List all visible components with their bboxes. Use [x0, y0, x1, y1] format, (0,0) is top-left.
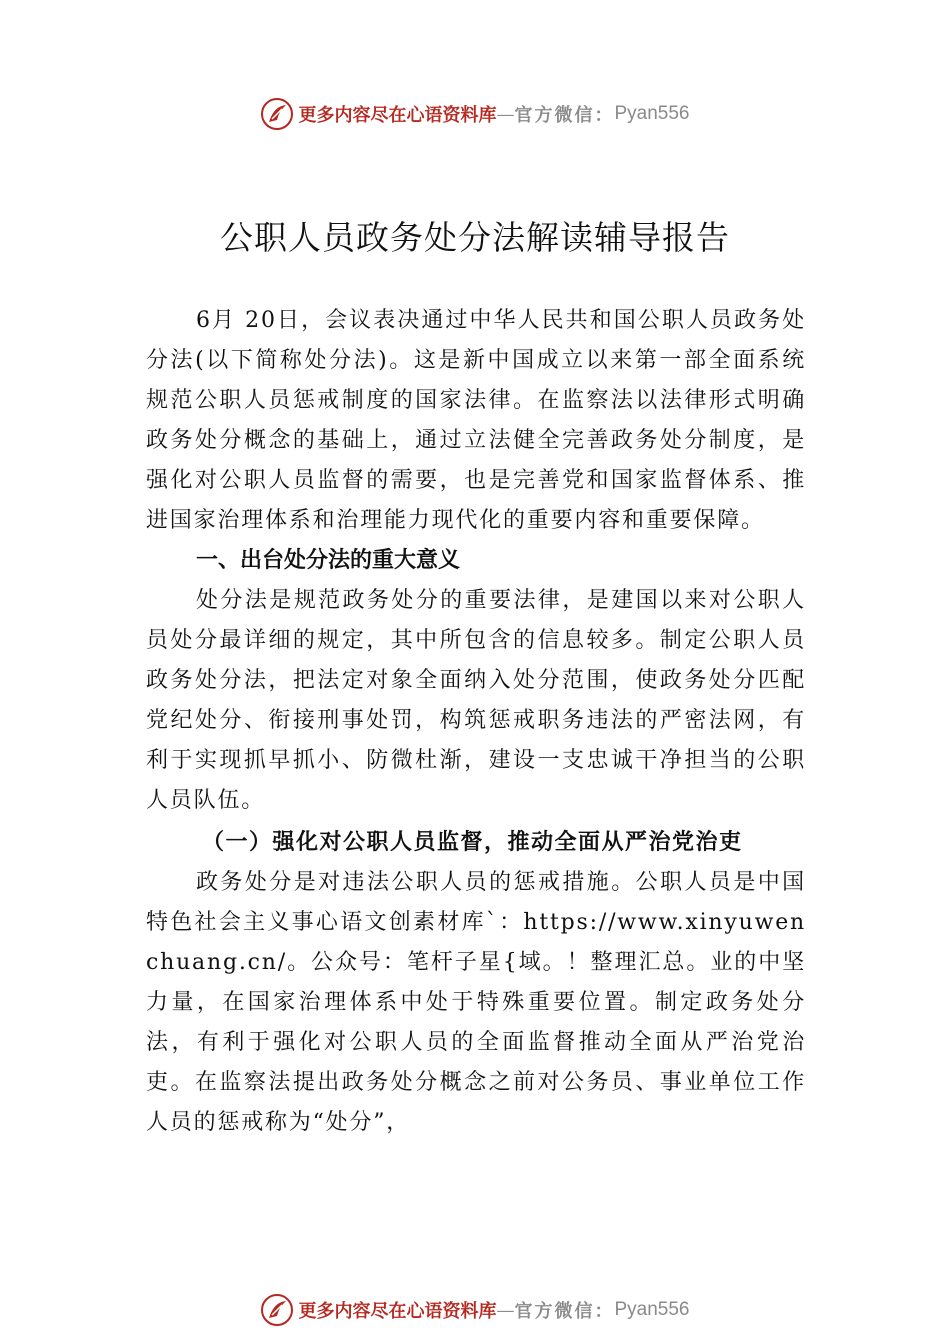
brand-text: 更多内容尽在心语资料库	[298, 1301, 497, 1322]
document-body	[146, 301, 806, 1143]
paragraph-significance: 处分法是规范政务处分的重要法律，是建国以来对公职人员处分最详细的规定，其中所包含的信息较多。制定公职人员政务处分法，把法定对象全面纳入处分范围，使政务处分匹配党纪处分、衔接刑事处罚，构筑惩戒职务违法的严密法网，有利于实现抓早抓小、防微杜渐，建设一支忠诚干净担当的公职人员队伍。	[146, 588, 806, 813]
wechat-label: 官方微信：	[514, 105, 615, 126]
wechat-id: Pyan556	[614, 103, 690, 124]
section-heading-1: 一、出台处分法的重大意义	[196, 548, 461, 573]
paragraph-intro: 6月 20日，会议表决通过中华人民共和国公职人员政务处分法(以下简称处分法)。这是新中国成立以来第一部全面系统规范公职人员惩戒制度的国家法律。在监察法以法律形式明确政务处分概念的基础上，通过立法健全完善政务处分制度，是强化对公职人员监督的需要，也是完善党和国家监督体系、推进国家治理体系和治理能力现代化的重要内容和重要保障。	[146, 308, 806, 533]
footer-banner	[0, 1290, 950, 1330]
brand-text: 更多内容尽在心语资料库	[298, 105, 497, 126]
brand-logo-icon	[260, 97, 294, 131]
header-banner	[0, 94, 950, 134]
banner-separator: —	[496, 1299, 515, 1321]
document-title: 公职人员政务处分法解读辅导报告	[220, 218, 730, 258]
subsection-heading-1: （一）强化对公职人员监督，推动全面从严治党治吏	[202, 829, 743, 855]
wechat-id: Pyan556	[614, 1299, 690, 1320]
banner-separator: —	[496, 103, 515, 125]
brand-logo-icon	[260, 1293, 294, 1327]
paragraph-supervision: 政务处分是对违法公职人员的惩戒措施。公职人员是中国特色社会主义事心语文创素材库`：https://www.xinyuwenchuang.cn/。公众号：笔杆子星{域。！整理汇总。业的中坚力量，在国家治理体系中处于特殊重要位置。制定政务处分法，有利于强化对公职人员的全面监督推动全面从严治党治吏。在监察法提出政务处分概念之前对公务员、事业单位工作人员的惩戒称为“处分”，	[146, 870, 806, 1135]
wechat-label: 官方微信：	[514, 1301, 615, 1322]
